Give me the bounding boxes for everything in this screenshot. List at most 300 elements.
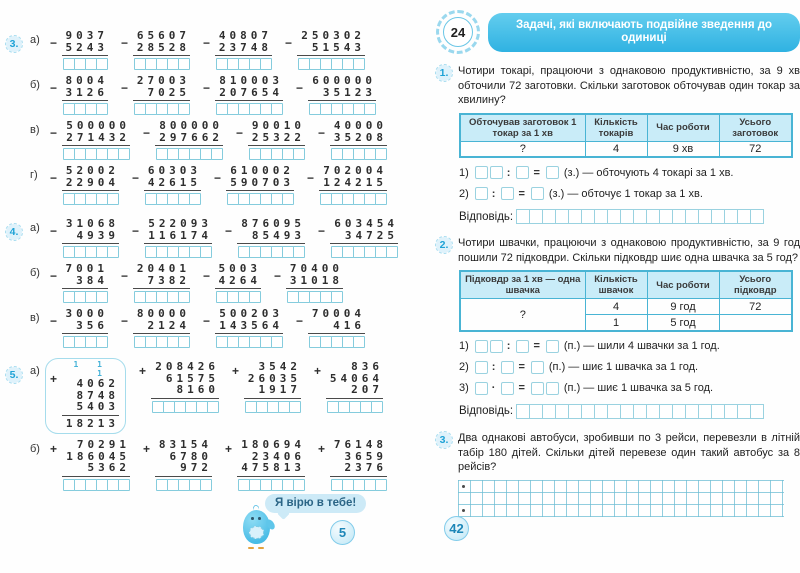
- operator-sign: :: [491, 187, 496, 200]
- problem-group: [50, 361, 408, 434]
- exercise-number-slot: [6, 439, 30, 443]
- minus-sign: −: [296, 314, 304, 328]
- minuend: 500000: [66, 119, 130, 132]
- answer-cell: [633, 209, 647, 224]
- subtraction-problem: [236, 120, 305, 160]
- rule-line: [62, 243, 119, 244]
- right-page: [420, 10, 800, 526]
- table-header-cell: Підковдр за 1 хв — одна швачка: [460, 271, 585, 299]
- page-number-left: 5: [330, 520, 355, 545]
- rule-line: [244, 398, 301, 399]
- answer-box-row: [133, 103, 190, 115]
- equation-row: [459, 382, 800, 395]
- problem-group: [50, 439, 408, 491]
- answer-box: [178, 291, 190, 303]
- left-page: [6, 30, 408, 496]
- rule-line: [133, 55, 190, 56]
- table-header-cell: Усього підковдр: [719, 271, 792, 299]
- equation-box: [475, 166, 488, 179]
- problem-number: 1.: [436, 65, 452, 81]
- answer-box: [118, 479, 130, 491]
- answer-box-row: [62, 246, 119, 258]
- table-header-row: [460, 271, 792, 299]
- answer-cell: [724, 404, 738, 419]
- answer-box: [178, 58, 190, 70]
- equation-box: [475, 340, 488, 353]
- answer-box: [386, 246, 398, 258]
- table-header-cell: Час роботи: [647, 271, 719, 299]
- table-header-cell: Усього заготовок: [719, 114, 792, 142]
- equals-sign: =: [518, 187, 525, 200]
- subtrahend: 416: [333, 318, 365, 332]
- answer-box-row: [237, 479, 305, 491]
- answer-label: Відповідь:: [459, 405, 514, 418]
- addend: 8160: [176, 383, 219, 396]
- minuend: 65607: [136, 29, 190, 42]
- subtrahend: 23748: [218, 40, 272, 54]
- plus-sign: +: [232, 364, 240, 378]
- number-block: [214, 165, 294, 205]
- answer-box: [107, 246, 119, 258]
- answer-box-row: [248, 148, 305, 160]
- subtrahend: 34725: [344, 228, 398, 242]
- mascot-belly: [249, 526, 264, 539]
- number-block: [203, 30, 272, 70]
- equation-box-group: [473, 340, 503, 353]
- answer-box: [353, 58, 365, 70]
- rule-line: [286, 288, 343, 289]
- grid-dot: [462, 509, 465, 512]
- answer-box-row: [330, 479, 387, 491]
- addend: 61575: [165, 371, 219, 385]
- minuend: 40000: [333, 119, 387, 132]
- rule-line: [330, 476, 387, 477]
- answer-box: [364, 103, 376, 115]
- addend: 4062: [76, 377, 119, 390]
- subtrahend: 28528: [136, 40, 190, 54]
- answer-box: [293, 246, 305, 258]
- subtrahend: 3126: [65, 85, 108, 99]
- equation-box: [531, 187, 544, 200]
- equation-description: (п.) — шиє 1 швачка за 5 год.: [563, 382, 714, 395]
- minuend: 610002: [230, 164, 294, 177]
- addend: 70291: [76, 438, 130, 451]
- answer-cell: [724, 209, 738, 224]
- exercise-number-slot: [6, 30, 30, 52]
- rule-line: [62, 476, 130, 477]
- answer-cell: [620, 404, 634, 419]
- answer-box-row: [133, 58, 190, 70]
- equation-box-group: [499, 361, 514, 374]
- table-cell: 9 хв: [647, 141, 719, 157]
- number-block: [121, 30, 190, 70]
- plus-sign: +: [139, 364, 147, 378]
- minuend: 7001: [65, 262, 108, 275]
- minuend: 603454: [334, 217, 398, 230]
- answer-box: [293, 148, 305, 160]
- table-row: [460, 299, 792, 315]
- subtrahend: 51543: [311, 40, 365, 54]
- plus-sign: +: [225, 442, 233, 456]
- equation-row: [459, 340, 800, 353]
- addend: 1917: [258, 383, 301, 396]
- plus-sign: +: [50, 442, 58, 456]
- addend: 186045: [66, 449, 130, 463]
- table-header-row: [460, 114, 792, 142]
- subtraction-problem: [121, 308, 190, 348]
- equation-box: [546, 166, 559, 179]
- minuend: 70004: [311, 307, 365, 320]
- number-block: [232, 361, 301, 413]
- exercise-row: [6, 165, 408, 205]
- equation-box: [475, 187, 488, 200]
- minuend: 9037: [65, 29, 108, 42]
- addition-problem: [143, 439, 212, 491]
- rule-line: [62, 55, 108, 56]
- minus-sign: −: [318, 224, 326, 238]
- number-block: [318, 218, 398, 258]
- answer-box: [207, 401, 219, 413]
- answer-cell: [646, 209, 660, 224]
- subtraction-problem: [50, 120, 130, 160]
- equals-sign: =: [533, 340, 540, 353]
- minus-sign: −: [50, 36, 58, 50]
- subtrahend: 4264: [218, 273, 261, 287]
- rule-line: [62, 190, 119, 191]
- answer-box: [178, 336, 190, 348]
- number-block: [132, 218, 212, 258]
- table-cell: [719, 315, 792, 331]
- number-block: [50, 308, 108, 348]
- answer-box-row: [215, 336, 283, 348]
- subtrahend: 7025: [147, 85, 190, 99]
- row-label: г): [30, 169, 38, 181]
- equation-box-group: [473, 166, 503, 179]
- equation-box: [546, 382, 559, 395]
- page-number-right: 42: [444, 516, 469, 541]
- rule-line: [155, 145, 223, 146]
- exercise-number-slot: [6, 165, 30, 169]
- answer-cell: [737, 404, 751, 419]
- addend: 3542: [258, 360, 301, 373]
- table-cell: 9 год: [647, 299, 719, 315]
- minuend: 60303: [147, 164, 201, 177]
- answer-cell: [633, 404, 647, 419]
- rule-line: [215, 288, 261, 289]
- subtraction-problem: [132, 165, 201, 205]
- subtraction-problem: [121, 75, 190, 115]
- addend: 6780: [169, 449, 212, 463]
- minuend: 876095: [241, 217, 305, 230]
- equals-sign: =: [533, 166, 540, 179]
- rule-line: [133, 100, 190, 101]
- answer-row: [459, 404, 800, 419]
- number-block: [203, 75, 283, 115]
- grid-dot: [462, 485, 465, 488]
- equation-label: 2): [459, 361, 469, 374]
- answer-box: [375, 193, 387, 205]
- answer-box-row: [215, 103, 283, 115]
- problem-group: [50, 30, 408, 70]
- mascot-foot: [258, 547, 264, 550]
- table-cell: 4: [585, 299, 647, 315]
- addend: 26035: [247, 371, 301, 385]
- number-block: [121, 263, 190, 303]
- addition-problem: [232, 361, 301, 434]
- rule-line: [237, 243, 305, 244]
- problem-number: 3.: [436, 432, 452, 448]
- minus-sign: −: [50, 314, 58, 328]
- minus-sign: −: [50, 269, 58, 283]
- problem-group: [50, 218, 408, 258]
- addition-problem: [139, 361, 219, 434]
- exercise-row: [6, 361, 408, 434]
- number-block: [314, 361, 383, 413]
- subtrahend: 85493: [251, 228, 305, 242]
- answer-box-row: [330, 148, 387, 160]
- right-problems: [436, 64, 800, 517]
- equation-row: [459, 187, 800, 200]
- subtraction-problem: [50, 30, 108, 70]
- addition-problem: [318, 439, 387, 491]
- subtrahend: 35123: [322, 85, 376, 99]
- rule-line: [297, 55, 365, 56]
- number-block: [139, 361, 219, 413]
- answer-cell: [698, 404, 712, 419]
- minuend: 810003: [219, 74, 283, 87]
- exercise-row: [6, 30, 408, 70]
- subtraction-problem: [274, 263, 343, 303]
- minus-sign: −: [121, 314, 129, 328]
- equation-box-group: [473, 361, 488, 374]
- equation-row: [459, 166, 800, 179]
- problem-body: [458, 431, 800, 517]
- rule-line: [62, 415, 119, 416]
- addend: 972: [180, 461, 212, 474]
- word-problem: [436, 431, 800, 517]
- answer-cell: [672, 209, 686, 224]
- answer-cell: [659, 404, 673, 419]
- answer-box: [289, 401, 301, 413]
- equation-box: [546, 340, 559, 353]
- lesson-header: [436, 10, 800, 54]
- row-label: а): [30, 34, 40, 46]
- addend: 76148: [333, 438, 387, 451]
- answer-box: [107, 193, 119, 205]
- rule-line: [330, 243, 398, 244]
- answer-box-row: [62, 193, 119, 205]
- rule-line: [62, 333, 108, 334]
- equation-box-group: [514, 340, 529, 353]
- table-row: [460, 141, 792, 157]
- problem-group: [50, 308, 408, 348]
- operator-sign: :: [506, 166, 511, 179]
- subtraction-problem: [132, 218, 212, 258]
- plus-sign: +: [143, 442, 151, 456]
- addend: 5362: [87, 461, 130, 474]
- equation-box-group: [544, 166, 559, 179]
- number-block: [236, 120, 305, 160]
- plus-sign: +: [318, 442, 326, 456]
- subtrahend: 207654: [219, 85, 283, 99]
- problem-group: [50, 165, 408, 205]
- answer-box: [282, 193, 294, 205]
- addend: 8748: [76, 388, 119, 402]
- table-cell: 72: [719, 141, 792, 157]
- exercise-number-slot: [6, 361, 30, 383]
- answer-cell: [529, 209, 543, 224]
- answer-cell: [659, 209, 673, 224]
- equation-box: [475, 361, 488, 374]
- subtrahend: 7382: [147, 273, 190, 287]
- number-block: [225, 218, 305, 258]
- minus-sign: −: [307, 171, 315, 185]
- equals-sign: =: [518, 361, 525, 374]
- number-block: [50, 75, 108, 115]
- answer-box: [260, 58, 272, 70]
- subtraction-problem: [50, 165, 119, 205]
- equation-box: [531, 382, 544, 395]
- table-cell: 72: [719, 299, 792, 315]
- equation-description: (п.) — шили 4 швачки за 1 год.: [563, 340, 720, 353]
- equation-description: (з.) — обточує 1 токар за 1 хв.: [548, 187, 703, 200]
- answer-box-row: [215, 291, 261, 303]
- subtraction-problem: [214, 165, 294, 205]
- problem-group: [50, 120, 408, 160]
- rule-line: [144, 190, 201, 191]
- plus-sign: +: [314, 364, 322, 378]
- subtraction-problem: [203, 75, 283, 115]
- minuend: 5003: [218, 262, 261, 275]
- lesson-title: Задачі, які включають подвійне зведення до одиниці: [488, 13, 800, 52]
- number-block: [203, 263, 261, 303]
- equation-row: [459, 361, 800, 374]
- left-exercises: [6, 30, 408, 491]
- minuend: 3000: [65, 307, 108, 320]
- answer-cell: [594, 209, 608, 224]
- rule-line: [226, 190, 294, 191]
- equation-box: [490, 340, 503, 353]
- minus-sign: −: [50, 224, 58, 238]
- minus-sign: −: [121, 269, 129, 283]
- minus-sign: −: [121, 81, 129, 95]
- number-block: [296, 308, 365, 348]
- equation-box-group: [529, 382, 559, 395]
- mascot-eye: [251, 517, 254, 520]
- answer-box: [200, 246, 212, 258]
- subtraction-problem: [50, 263, 108, 303]
- answer-row: [459, 209, 800, 224]
- exercise-number-slot: [6, 120, 30, 124]
- table-cell-question: ?: [460, 299, 585, 331]
- answer-cell: [555, 209, 569, 224]
- problem-body: [458, 236, 800, 422]
- rule-line: [248, 145, 305, 146]
- row-label: а): [30, 365, 40, 377]
- minus-sign: −: [143, 126, 151, 140]
- answer-box-row: [319, 193, 387, 205]
- data-table: [459, 270, 793, 332]
- answer-box-row: [297, 58, 365, 70]
- minuend: 90010: [251, 119, 305, 132]
- addition-problem: [50, 439, 130, 491]
- equation-label: 1): [459, 166, 469, 179]
- problem-group: [50, 75, 408, 115]
- answer-cell-strip: [517, 404, 764, 419]
- minus-sign: −: [203, 36, 211, 50]
- operator-sign: :: [491, 361, 496, 374]
- number-block: [50, 263, 108, 303]
- subtrahend: 124215: [323, 175, 387, 189]
- subtrahend: 35208: [333, 130, 387, 144]
- exercise-row: [6, 308, 408, 348]
- minus-sign: −: [274, 269, 282, 283]
- answer-cell: [685, 209, 699, 224]
- answer-cell: [568, 209, 582, 224]
- answer-box: [353, 336, 365, 348]
- answer-cell: [594, 404, 608, 419]
- exercise-row: [6, 439, 408, 491]
- answer-cell: [568, 404, 582, 419]
- addend: 3659: [344, 449, 387, 463]
- subtraction-problem: [225, 218, 305, 258]
- exercise-number: 3.: [6, 36, 22, 52]
- answer-box-row: [155, 479, 212, 491]
- addition-problem: [314, 361, 383, 434]
- mascot-eye: [258, 517, 261, 520]
- answer-cell: [711, 209, 725, 224]
- subtraction-problem: [203, 263, 261, 303]
- number-block: [318, 120, 387, 160]
- problem-text: Два однакові автобуси, зробивши по 3 рейси, перевезли в літній табір 180 дітей. Скільки дітей перевезе один такий автобус за 8 рейсів?: [458, 431, 800, 474]
- number-block: [203, 308, 283, 348]
- answer-cell: [672, 404, 686, 419]
- equation-label: 1): [459, 340, 469, 353]
- lesson-number: 24: [443, 17, 473, 47]
- row-label: б): [30, 79, 40, 91]
- answer-box-row: [155, 148, 223, 160]
- subtraction-problem: [50, 308, 108, 348]
- answer-box: [96, 291, 108, 303]
- equation-box: [490, 166, 503, 179]
- mascot-foot: [248, 547, 254, 550]
- rule-line: [133, 288, 190, 289]
- answer-box-row: [215, 58, 272, 70]
- equation-box-group: [529, 187, 544, 200]
- number-block: [50, 360, 119, 429]
- minuend: 70400: [289, 262, 343, 275]
- rule-line: [326, 398, 383, 399]
- minuend: 52002: [65, 164, 119, 177]
- addend: 836: [351, 360, 383, 373]
- problem-group: [50, 263, 408, 303]
- squared-work-grid: [458, 480, 784, 517]
- answer-box: [375, 148, 387, 160]
- answer-box-row: [62, 58, 108, 70]
- rule-line: [319, 190, 387, 191]
- minus-sign: −: [50, 126, 58, 140]
- row-label: б): [30, 443, 40, 455]
- answer-box: [200, 479, 212, 491]
- rule-line: [62, 288, 108, 289]
- subtraction-problem: [121, 30, 190, 70]
- answer-box: [96, 336, 108, 348]
- answer-box-row: [62, 336, 108, 348]
- row-label: а): [30, 222, 40, 234]
- table-header-cell: Час роботи: [647, 114, 719, 142]
- addend: 5403: [76, 400, 119, 413]
- number-block: [132, 165, 201, 205]
